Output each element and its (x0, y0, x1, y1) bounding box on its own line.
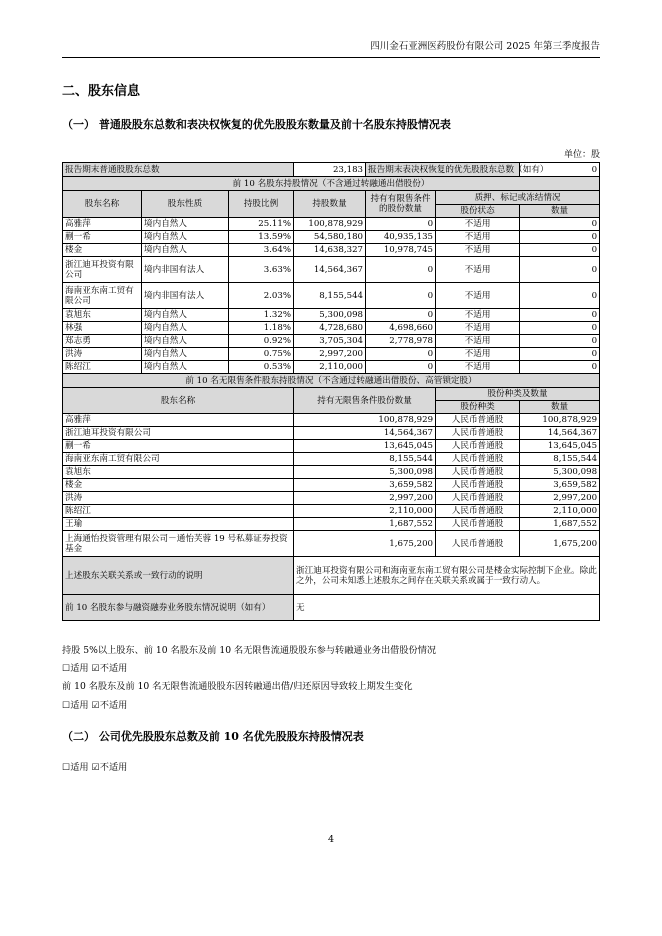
shareholding-ratio: 13.59% (229, 231, 294, 244)
holder-name: 王瑜 (63, 518, 294, 531)
restricted-qty: 0 (366, 361, 436, 374)
shareholder-nature: 境内自然人 (142, 361, 229, 374)
unrestricted-qty: 8,155,544 (294, 453, 436, 466)
top10-title: 前 10 名股东持股情况（不含通过转融通出借股份） (63, 177, 600, 191)
unrestricted-header-qty: 持有无限售条件股份数量 (294, 388, 436, 414)
pledge-status: 不适用 (436, 231, 520, 244)
pledge-status: 不适用 (436, 322, 520, 335)
shareholding-ratio: 0.75% (229, 348, 294, 361)
share-count: 14,564,367 (520, 427, 600, 440)
shareholder-nature: 境内自然人 (142, 231, 229, 244)
pledge-status: 不适用 (436, 348, 520, 361)
table-row (63, 414, 600, 427)
page-header (62, 37, 600, 58)
header-count: 数量 (520, 205, 600, 218)
lending-choice: ☐适用 ☑不适用 (62, 663, 128, 674)
preferred-section-title: （二） 公司优先股股东总数及前 10 名优先股股东持股情况表 (62, 730, 364, 743)
unrestricted-header-count: 数量 (520, 401, 600, 414)
unrestricted-qty: 13,645,045 (294, 440, 436, 453)
pledge-status: 不适用 (436, 244, 520, 257)
pledge-count: 0 (520, 218, 600, 231)
shareholder-nature: 境内非国有法人 (142, 257, 229, 283)
pledge-count: 0 (520, 322, 600, 335)
shareholding-qty: 5,300,098 (294, 309, 366, 322)
restricted-qty: 2,778,978 (366, 335, 436, 348)
shareholder-name: 高雅萍 (63, 218, 142, 231)
holder-name: 海南亚东南工贸有限公司 (63, 453, 294, 466)
restricted-qty: 0 (366, 218, 436, 231)
table-row (63, 244, 600, 257)
shareholder-nature: 境内自然人 (142, 218, 229, 231)
pledge-status: 不适用 (436, 283, 520, 309)
shareholding-ratio: 0.92% (229, 335, 294, 348)
share-count: 13,645,045 (520, 440, 600, 453)
shareholding-qty: 2,997,200 (294, 348, 366, 361)
common-holders-label: 报告期末普通股股东总数 (63, 163, 294, 177)
table-row (63, 257, 600, 283)
shareholding-qty: 54,580,180 (294, 231, 366, 244)
shareholding-qty: 100,878,929 (294, 218, 366, 231)
unrestricted-qty: 5,300,098 (294, 466, 436, 479)
header-qty: 持股数量 (294, 191, 366, 218)
unrestricted-qty: 100,878,929 (294, 414, 436, 427)
table-row (63, 283, 600, 309)
holder-name: 上海通怡投资管理有限公司－通怡芙蓉 19 号私募证券投资基金 (63, 531, 294, 557)
change-choice: ☐适用 ☑不适用 (62, 700, 128, 711)
shareholding-ratio: 25.11% (229, 218, 294, 231)
unrestricted-qty: 2,997,200 (294, 492, 436, 505)
pledge-count: 0 (520, 283, 600, 309)
share-count: 1,687,552 (520, 518, 600, 531)
table-row (63, 492, 600, 505)
lending-note: 持股 5%以上股东、前 10 名股东及前 10 名无限售流通股股东参与转融通业务出借股份情况 (62, 645, 437, 656)
restricted-qty: 0 (366, 348, 436, 361)
table-row (63, 505, 600, 518)
pledge-count: 0 (520, 309, 600, 322)
shareholding-ratio: 0.53% (229, 361, 294, 374)
holder-name: 楼金 (63, 479, 294, 492)
shareholding-ratio: 1.18% (229, 322, 294, 335)
shareholding-qty: 3,705,304 (294, 335, 366, 348)
table-row (63, 427, 600, 440)
shareholding-ratio: 3.64% (229, 244, 294, 257)
restricted-qty: 40,935,135 (366, 231, 436, 244)
table-row (63, 218, 600, 231)
share-count: 5,300,098 (520, 466, 600, 479)
share-count: 2,110,000 (520, 505, 600, 518)
table-row (63, 531, 600, 557)
table-row (63, 309, 600, 322)
shareholder-nature: 境内自然人 (142, 335, 229, 348)
share-kind: 人民币普通股 (436, 492, 520, 505)
unrestricted-title: 前 10 名无限售条件股东持股情况（不含通过转融通出借股份、高管锁定股） (63, 374, 600, 388)
shareholder-nature: 境内自然人 (142, 309, 229, 322)
shareholder-nature: 境内非国有法人 (142, 283, 229, 309)
shareholder-name: 蒯一希 (63, 231, 142, 244)
table-row (63, 453, 600, 466)
holder-name: 洪涛 (63, 492, 294, 505)
share-kind: 人民币普通股 (436, 505, 520, 518)
share-count: 2,997,200 (520, 492, 600, 505)
pledge-count: 0 (520, 257, 600, 283)
shareholding-qty: 4,728,680 (294, 322, 366, 335)
table-row (63, 348, 600, 361)
shareholder-table (62, 162, 600, 621)
unrestricted-header-name: 股东名称 (63, 388, 294, 414)
preferred-holders-label: 报告期末表决权恢复的优先股股东总数（如有） (366, 163, 520, 177)
shareholding-qty: 8,155,544 (294, 283, 366, 309)
subsection-title: （一） 普通股股东总数和表决权恢复的优先股股东数量及前十名股东持股情况表 (62, 118, 451, 131)
pledge-status: 不适用 (436, 335, 520, 348)
share-kind: 人民币普通股 (436, 414, 520, 427)
table-row (63, 466, 600, 479)
common-holders-value: 23,183 (294, 163, 366, 177)
pledge-count: 0 (520, 348, 600, 361)
unrestricted-qty: 14,564,367 (294, 427, 436, 440)
table-row (63, 335, 600, 348)
header-restricted: 持有有限售条件的股份数量 (366, 191, 436, 218)
share-kind: 人民币普通股 (436, 453, 520, 466)
pledge-status: 不适用 (436, 309, 520, 322)
change-note: 前 10 名股东及前 10 名无限售流通股股东因转融通出借/归还原因导致较上期发生变化 (62, 681, 413, 692)
shareholder-nature: 境内自然人 (142, 322, 229, 335)
shareholding-qty: 14,638,327 (294, 244, 366, 257)
header-status: 股份状态 (436, 205, 520, 218)
share-count: 1,675,200 (520, 531, 600, 557)
table-row (63, 518, 600, 531)
page-number: 4 (327, 834, 335, 845)
unrestricted-header-kind: 股份种类 (436, 401, 520, 414)
shareholder-name: 郑志勇 (63, 335, 142, 348)
unrestricted-qty: 1,687,552 (294, 518, 436, 531)
share-kind: 人民币普通股 (436, 531, 520, 557)
margin-text: 无 (294, 595, 600, 621)
holder-name: 陈绍江 (63, 505, 294, 518)
shareholder-name: 浙江迪耳投资有限公司 (63, 257, 142, 283)
share-kind: 人民币普通股 (436, 466, 520, 479)
pledge-count: 0 (520, 244, 600, 257)
unrestricted-qty: 1,675,200 (294, 531, 436, 557)
table-row (63, 361, 600, 374)
pledge-count: 0 (520, 231, 600, 244)
header-pledge: 质押、标记或冻结情况 (436, 191, 600, 205)
pledge-count: 0 (520, 361, 600, 374)
restricted-qty: 10,978,745 (366, 244, 436, 257)
share-kind: 人民币普通股 (436, 479, 520, 492)
table-row (63, 231, 600, 244)
table-row (63, 322, 600, 335)
header-name: 股东名称 (63, 191, 142, 218)
header-nature: 股东性质 (142, 191, 229, 218)
unrestricted-qty: 3,659,582 (294, 479, 436, 492)
holder-name: 浙江迪耳投资有限公司 (63, 427, 294, 440)
share-count: 3,659,582 (520, 479, 600, 492)
preferred-choice: ☐适用 ☑不适用 (62, 762, 128, 773)
pledge-count: 0 (520, 335, 600, 348)
preferred-holders-value: 0 (520, 163, 600, 177)
shareholding-ratio: 3.63% (229, 257, 294, 283)
holder-name: 袁旭东 (63, 466, 294, 479)
unrestricted-header-kind-group: 股份种类及数量 (436, 388, 600, 401)
shareholder-name: 袁旭东 (63, 309, 142, 322)
pledge-status: 不适用 (436, 218, 520, 231)
restricted-qty: 0 (366, 309, 436, 322)
share-kind: 人民币普通股 (436, 440, 520, 453)
header-ratio: 持股比例 (229, 191, 294, 218)
shareholder-name: 海南亚东南工贸有限公司 (63, 283, 142, 309)
section-title: 二、股东信息 (62, 84, 141, 99)
report-title: 四川金石亚洲医药股份有限公司 2025 年第三季度报告 (370, 41, 600, 52)
shareholding-ratio: 1.32% (229, 309, 294, 322)
pledge-status: 不适用 (436, 361, 520, 374)
pledge-status: 不适用 (436, 257, 520, 283)
table-row (63, 479, 600, 492)
restricted-qty: 0 (366, 283, 436, 309)
holder-name: 高雅萍 (63, 414, 294, 427)
restricted-qty: 4,698,660 (366, 322, 436, 335)
shareholding-ratio: 2.03% (229, 283, 294, 309)
unit-label: 单位：股 (563, 150, 600, 160)
shareholder-nature: 境内自然人 (142, 348, 229, 361)
share-kind: 人民币普通股 (436, 427, 520, 440)
relation-text: 浙江迪耳投资有限公司和海南亚东南工贸有限公司是楼金实际控制下企业。除此之外，公司未知悉上述股东之间存在关联关系或属于一致行动人。 (294, 557, 600, 595)
table-row (63, 440, 600, 453)
shareholding-qty: 2,110,000 (294, 361, 366, 374)
shareholder-name: 楼金 (63, 244, 142, 257)
share-kind: 人民币普通股 (436, 518, 520, 531)
shareholder-nature: 境内自然人 (142, 244, 229, 257)
unrestricted-qty: 2,110,000 (294, 505, 436, 518)
share-count: 100,878,929 (520, 414, 600, 427)
shareholder-name: 陈绍江 (63, 361, 142, 374)
holder-name: 蒯一希 (63, 440, 294, 453)
shareholder-name: 洪涛 (63, 348, 142, 361)
share-count: 8,155,544 (520, 453, 600, 466)
margin-label: 前 10 名股东参与融资融券业务股东情况说明（如有） (63, 595, 294, 621)
shareholding-qty: 14,564,367 (294, 257, 366, 283)
shareholder-name: 林强 (63, 322, 142, 335)
relation-label: 上述股东关联关系或一致行动的说明 (63, 557, 294, 595)
restricted-qty: 0 (366, 257, 436, 283)
